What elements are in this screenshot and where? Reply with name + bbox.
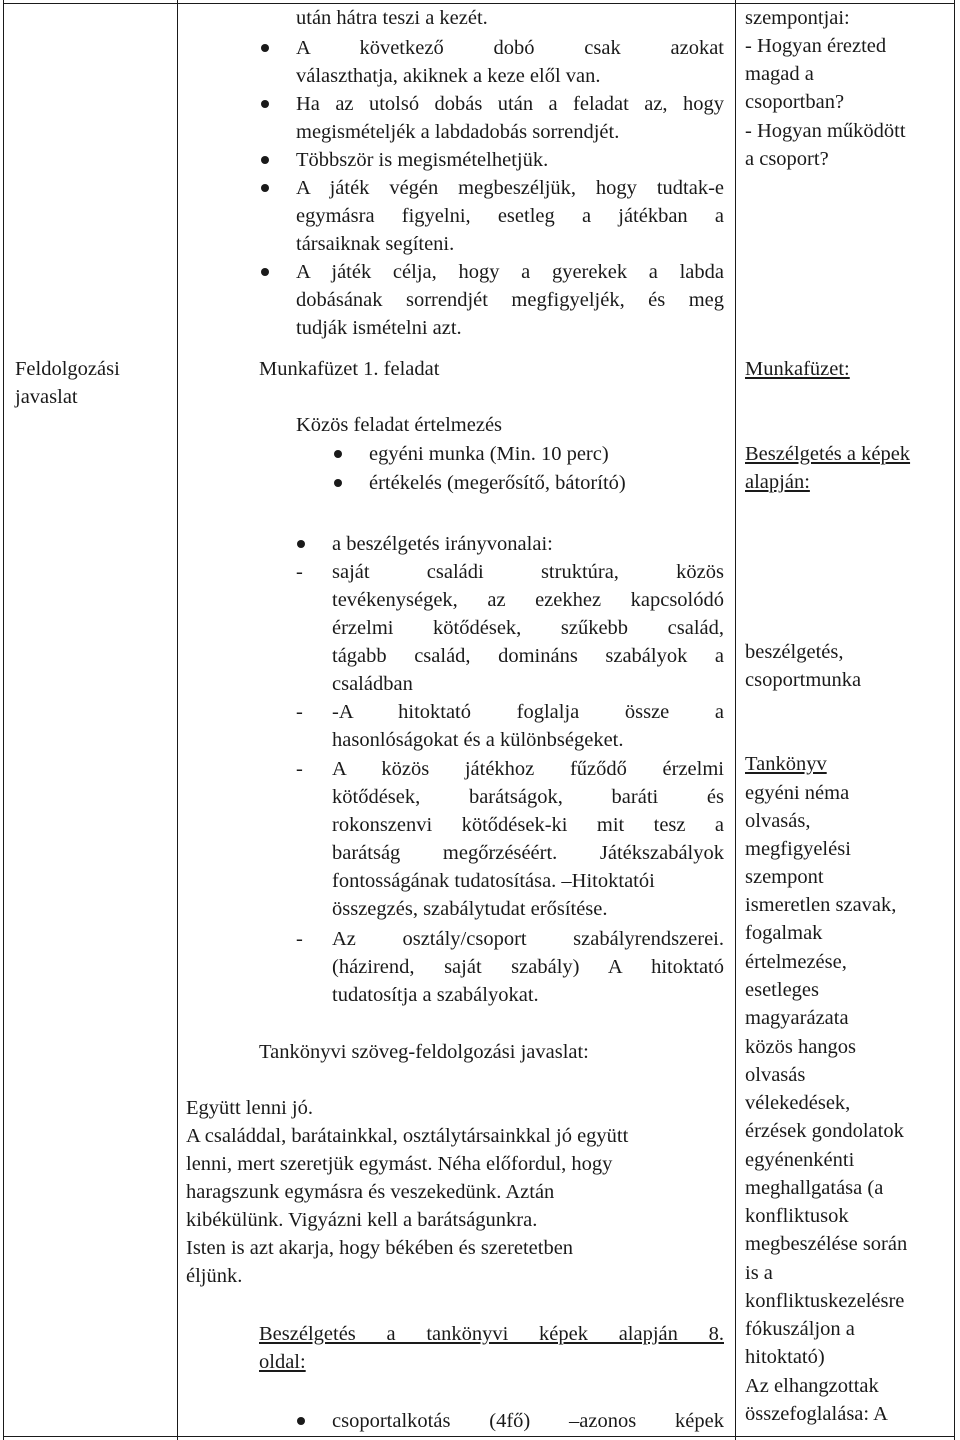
dash-item-line: fontosságának tudatosítása. –Hitoktatói: [332, 870, 655, 892]
row-label-line-1: Feldolgozási: [15, 358, 120, 380]
bullet-icon: [297, 540, 305, 548]
right-detail-line: olvasás: [745, 1064, 806, 1086]
right-text-line: - Hogyan működött: [745, 120, 906, 142]
kepek-heading-line-2: oldal:: [259, 1351, 306, 1373]
right-detail-line: konfliktusok: [745, 1205, 849, 1227]
right-detail-line: szempont: [745, 866, 824, 888]
bullet-icon: [297, 1417, 305, 1425]
right-detail-line: értelmezése,: [745, 951, 847, 973]
dash-item-line: családban: [332, 673, 413, 695]
dash-item-line: Az osztály/csoport szabályrendszerei.: [332, 928, 724, 950]
dash-marker: -: [296, 928, 303, 950]
list-item: A következő dobó csak azokat: [296, 37, 724, 59]
reading-line: Isten is azt akarja, hogy békében és szeretetben: [186, 1237, 574, 1259]
reading-line: kibékülünk. Vigyázni kell a barátságunkra.: [186, 1209, 538, 1231]
right-munkafuzet: Munkafüzet:: [745, 358, 850, 380]
dash-marker: -: [296, 701, 303, 723]
reading-line: éljünk.: [186, 1265, 243, 1287]
dash-item-line: tudatosítja a szabályokat.: [332, 984, 539, 1006]
table-border-right: [954, 0, 955, 1440]
dash-item-line: tágabb család, domináns szabályok a: [332, 645, 724, 667]
list-item: Ha az utolsó dobás után a feladat az, hogy: [296, 93, 724, 115]
right-detail-line: konfliktuskezelésre: [745, 1290, 905, 1312]
list-item: Többször is megismételhetjük.: [296, 149, 549, 171]
right-detail-line: olvasás,: [745, 810, 811, 832]
right-text-line: beszélgetés,: [745, 641, 844, 663]
bullet-icon: [261, 156, 269, 164]
reading-line: A családdal, barátainkkal, osztálytársainkkal jó együtt: [186, 1125, 629, 1147]
dash-item-line: -A hitoktató foglalja össze a: [332, 701, 724, 723]
last-bullet-item: csoportalkotás (4fő) –azonos képek: [332, 1410, 724, 1432]
right-beszelgetes-kepek: alapján:: [745, 471, 810, 493]
right-beszelgetes-kepek: Beszélgetés a képek: [745, 443, 911, 465]
right-detail-line: ismeretlen szavak,: [745, 894, 897, 916]
right-detail-line: közös hangos: [745, 1036, 857, 1058]
right-detail-line: esetleges: [745, 979, 819, 1001]
bullet-icon: [261, 268, 269, 276]
right-detail-line: összefoglalása: A: [745, 1403, 888, 1425]
dash-item-line: érzelmi kötődések, szűkebb család,: [332, 617, 724, 639]
list-item: választhatja, akiknek a keze elől van.: [296, 65, 601, 87]
list-item: egymásra figyelni, esetleg a játékban a: [296, 205, 724, 227]
sub-bullet-item: értékelés (megerősítő, bátorító): [369, 472, 626, 494]
dash-item-line: összegzés, szabálytudat erősítése.: [332, 898, 608, 920]
row-label-line-2: javaslat: [15, 386, 78, 408]
right-detail-line: egyénenkénti: [745, 1149, 855, 1171]
dash-marker: -: [296, 758, 303, 780]
right-detail-line: megfigyelési: [745, 838, 851, 860]
table-border-left: [3, 0, 4, 1440]
dash-item-line: (házirend, saját szabály) A hitoktató: [332, 956, 724, 978]
dash-item-line: hasonlóságokat és a különbségeket.: [332, 729, 624, 751]
list-item: társaiknak segíteni.: [296, 233, 455, 255]
reading-line: Együtt lenni jó.: [186, 1097, 313, 1119]
sub-bullet-item: egyéni munka (Min. 10 perc): [369, 443, 609, 465]
list-item: A játék végén megbeszéljük, hogy tudtak-e: [296, 177, 724, 199]
list-item: megismételjék a labdadobás sorrendjét.: [296, 121, 620, 143]
munkafuzet-task: Munkafüzet 1. feladat: [259, 358, 440, 380]
right-detail-line: magyarázata: [745, 1007, 849, 1029]
table-border-bottom: [3, 1436, 955, 1437]
bullet-icon: [334, 479, 342, 487]
right-text-line: csoportmunka: [745, 669, 862, 691]
right-detail-line: egyéni néma: [745, 782, 850, 804]
right-text-line: szempontjai:: [745, 7, 850, 29]
right-text-line: - Hogyan érezted: [745, 35, 887, 57]
right-detail-line: vélekedések,: [745, 1092, 851, 1114]
right-detail-line: fókuszáljon a: [745, 1318, 855, 1340]
list-item: dobásának sorrendjét megfigyeljék, és meg: [296, 289, 724, 311]
bullet-icon: [261, 100, 269, 108]
list-item: után hátra teszi a kezét.: [296, 7, 488, 29]
dash-item-line: kötődések, barátságok, baráti és: [332, 786, 724, 808]
reading-line: lenni, mert szeretjük egymást. Néha előfordul, hogy: [186, 1153, 613, 1175]
right-text-line: csoportban?: [745, 91, 845, 113]
dash-marker: -: [296, 561, 303, 583]
table-divider-1: [177, 0, 178, 1440]
right-detail-line: is a: [745, 1262, 773, 1284]
tankonyvi-heading: Tankönyvi szöveg-feldolgozási javaslat:: [259, 1041, 589, 1063]
bullet-icon: [261, 184, 269, 192]
bullet-icon: [261, 44, 269, 52]
dash-item-line: rokonszenvi kötődések-ki mit tesz a: [332, 814, 724, 836]
right-detail-line: hitoktató): [745, 1346, 825, 1368]
list-item: tudják ismételni azt.: [296, 317, 462, 339]
right-detail-line: megbeszélése során: [745, 1233, 908, 1255]
bullet-icon: [334, 450, 342, 458]
dash-item-line: A közös játékhoz fűződő érzelmi: [332, 758, 724, 780]
right-detail-line: Az elhangzottak: [745, 1375, 879, 1397]
beszelgetes-iranyvonalai: a beszélgetés irányvonalai:: [332, 533, 553, 555]
reading-line: haragszunk egymásra és veszekedünk. Aztán: [186, 1181, 555, 1203]
list-item: A játék célja, hogy a gyerekek a labda: [296, 261, 724, 283]
dash-item-line: barátság megőrzéséért. Játékszabályok: [332, 842, 724, 864]
right-detail-line: fogalmak: [745, 922, 823, 944]
kozos-feladat: Közös feladat értelmezés: [296, 414, 503, 436]
kepek-heading-line-1: Beszélgetés a tankönyvi képek alapján 8.: [259, 1323, 724, 1345]
right-tankonyv: Tankönyv: [745, 753, 827, 775]
right-text-line: magad a: [745, 63, 814, 85]
right-detail-line: meghallgatása (a: [745, 1177, 884, 1199]
right-detail-line: érzések gondolatok: [745, 1120, 904, 1142]
table-divider-2: [735, 0, 736, 1440]
dash-item-line: saját családi struktúra, közös: [332, 561, 724, 583]
dash-item-line: tevékenységek, az ezekhez kapcsolódó: [332, 589, 724, 611]
right-text-line: a csoport?: [745, 148, 829, 170]
